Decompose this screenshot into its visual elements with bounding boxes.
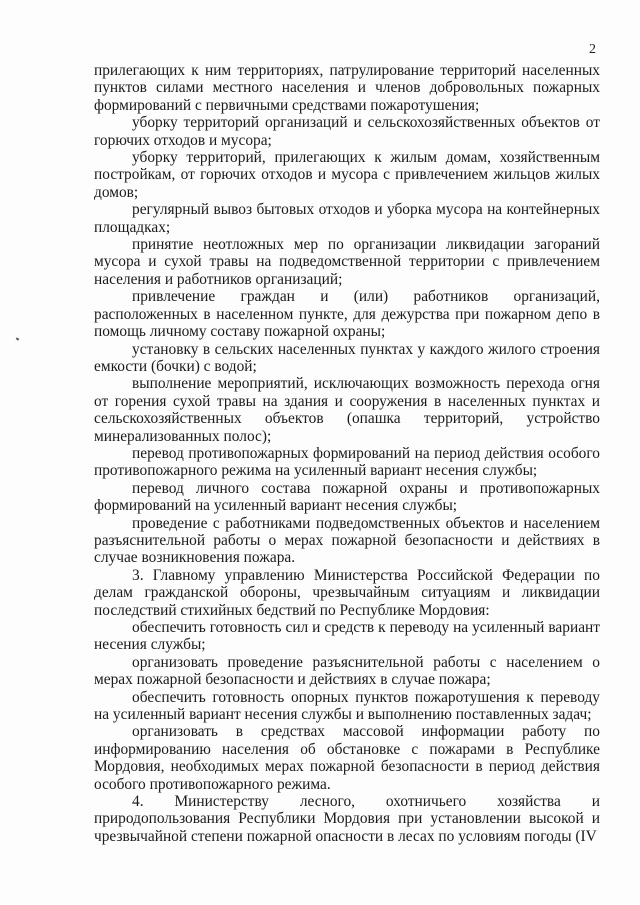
paragraph: регулярный вывоз бытовых отходов и уборка мусора на контейнерных площадках; (94, 201, 600, 236)
paragraph: организовать в средствах массовой информации работу по информированию населения об обстановке с пожарами в Республике Мордовия, необходимых мерах пожарной безопасности в период действия особого противопожарного режима. (94, 723, 600, 793)
paragraph: уборку территорий, прилегающих к жилым домам, хозяйственным постройкам, от горючих отходов и мусора с привлечением жильцов жилых домов; (94, 149, 600, 201)
section-3-heading-paragraph: 3. Главному управлению Министерства Российской Федерации по делам гражданской обороны, чрезвычайным ситуациям и ликвидации последствий стихийных бедствий по Республике Мордовия: (94, 566, 600, 619)
paragraph: привлечение граждан и (или) работников организаций, расположенных в населенном пункте, для дежурства при пожарном депо в помощь личному составу пожарной охраны; (94, 288, 600, 341)
paragraph: перевод личного состава пожарной охраны и противопожарных формирований на усиленный вариант несения службы; (94, 479, 600, 515)
paragraph: обеспечить готовность сил и средств к переводу на усиленный вариант несения службы; (94, 619, 600, 654)
paragraph: установку в сельских населенных пунктах у каждого жилого строения емкости (бочки) с водой; (94, 340, 600, 375)
paragraph: проведение с работниками подведомственных объектов и населением разъяснительной работы о мерах пожарной безопасности и действиях в случае возникновения пожара. (94, 514, 600, 567)
scan-artifact (16, 337, 20, 340)
paragraph: уборку территорий организаций и сельскохозяйственных объектов от горючих отходов и мусора; (94, 114, 600, 149)
paragraph: обеспечить готовность опорных пунктов пожаротушения к переводу на усиленный вариант несения службы и выполнению поставленных задач; (94, 688, 600, 724)
section-4-heading-paragraph: 4. Министерству лесного, охотничьего хозяйства и природопользования Республики Мордовия при установлении высокой и чрезвычайной степени пожарной опасности в лесах по условиям погоды (IV (94, 793, 600, 845)
paragraph: выполнение мероприятий, исключающих возможность перехода огня от горения сухой травы на здания и сооружения в населенных пунктах и сельскохозяйственных объектов (опашка территорий, устройство минерализованных полос); (94, 375, 600, 445)
paragraph: организовать проведение разъяснительной работы с населением о мерах пожарной безопасности и действиях в случае пожара; (94, 653, 600, 689)
paragraph: перевод противопожарных формирований на период действия особого противопожарного режима на усиленный вариант несения службы; (94, 444, 600, 480)
paragraph-continuation: прилегающих к ним территориях, патрулирование территорий населенных пунктов силами местного населения и членов добровольных пожарных формирований с первичными средствами пожаротушения; (94, 62, 600, 114)
document-body (94, 62, 600, 845)
paragraph: принятие неотложных мер по организации ликвидации загораний мусора и сухой травы на подведомственной территории с привлечением населения и работников организаций; (94, 236, 600, 288)
page-number: 2 (589, 42, 596, 57)
